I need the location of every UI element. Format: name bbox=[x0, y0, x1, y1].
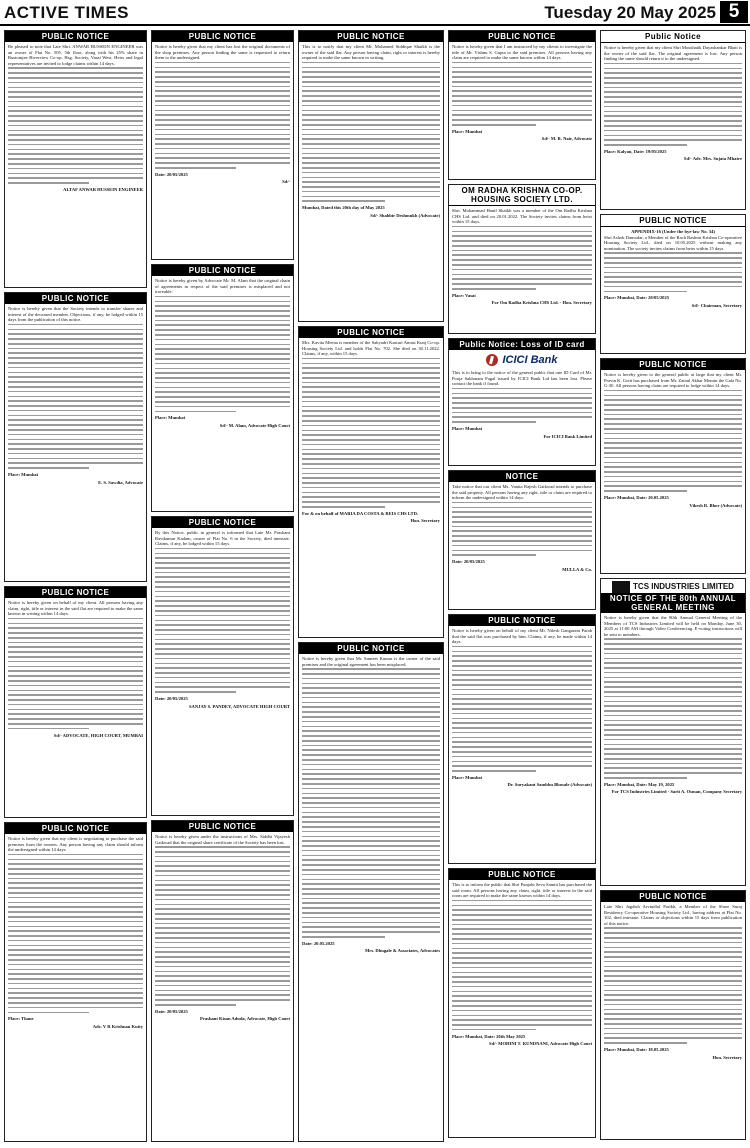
notice-body: Notice is hereby given under the instructions of Mrs. Siddhi Vijayesh Gaikwad that the original share certificate of the Society has been lost. bbox=[155, 834, 290, 845]
notice-heading: PUBLIC NOTICE bbox=[299, 643, 443, 654]
notice-text-lines bbox=[8, 618, 143, 730]
company-header bbox=[604, 581, 742, 593]
notice-place: Date: 20/05/2025 bbox=[155, 171, 188, 177]
notice-body: Notice is hereby given on behalf of my client. All persons having any claim, right, title or interest in the said flat are required to make the same known in writing within 14 days. bbox=[8, 600, 143, 617]
notice-signatory: Prashant Kisan Aduda, Advocate, High Court bbox=[200, 1016, 290, 1022]
notice-place: Place: Thane bbox=[8, 1016, 34, 1022]
notice-subheading: APPENDIX-16 (Under the bye-law No. 34) bbox=[631, 229, 715, 234]
notice-text-lines bbox=[302, 668, 440, 937]
notice-body: Mrs. Kavita Meena is member of the Sahyadri Kasturi Amrut Kunj Co-op. Housing Society Ltd. and holds Flat No. 702. She died on 30.11.2022. Claims, if any, within 15 days. bbox=[302, 340, 440, 357]
notice-text-lines bbox=[155, 548, 290, 693]
notice-place: Place: Mumbai bbox=[8, 472, 38, 477]
notice-body: Notice is hereby given that the Society intends to transfer shares and interest of the deceased member. Objections, if any, be lodged within 15 days from the publication of this notice. bbox=[8, 306, 143, 323]
column-4 bbox=[448, 30, 596, 1144]
notice-place: Place: Kalyan, Date: 19/05/2025 bbox=[604, 148, 667, 154]
notice bbox=[600, 358, 746, 574]
notice bbox=[4, 30, 147, 288]
notice-text-lines bbox=[604, 927, 742, 1043]
notice-body: Notice is hereby given that my client is negotiating to purchase the said premises from the owners. Any person having any claim should inform the undersigned within 14 days. bbox=[8, 836, 143, 853]
notice bbox=[448, 614, 596, 864]
notice bbox=[4, 586, 147, 818]
notice-heading: PUBLIC NOTICE bbox=[5, 31, 146, 42]
notice-heading: PUBLIC NOTICE bbox=[449, 31, 595, 42]
notice-text-lines bbox=[8, 324, 143, 469]
notice-heading: PUBLIC NOTICE bbox=[152, 265, 293, 276]
notice-heading: PUBLIC NOTICE bbox=[152, 821, 293, 832]
tcs-logo-icon bbox=[612, 581, 630, 593]
notice-heading: NOTICE bbox=[449, 471, 595, 482]
notice bbox=[600, 30, 746, 210]
notice-signatory: For ICICI Bank Limited bbox=[543, 433, 592, 439]
notice-body: Shri Ashok Damodar, a Member of the Rach Rashmi Krishna Co-operative Housing Society Ltd., died on 10.05.2025 without making any nomination. The society invites claims from heirs within 15 days. bbox=[604, 234, 742, 251]
notice-heading: NOTICE OF THE 80th ANNUAL GENERAL MEETING bbox=[601, 593, 745, 613]
notice-text-lines bbox=[155, 296, 290, 412]
notice-signatory: ALTAF ANWAR HUSSEIN ENGINEER bbox=[63, 186, 143, 192]
notice-place: Place: Mumbai bbox=[452, 128, 482, 134]
notice-signatory: Mrs. Dhugale & Associates, Advocates bbox=[364, 948, 440, 954]
bank-name: ICICI Bank bbox=[502, 354, 558, 366]
notice-signatory: For Om Radha Krishna CHS Ltd. - Hon. Secretary bbox=[491, 300, 592, 306]
notice bbox=[448, 470, 596, 610]
notice-place: Place: Mumbai bbox=[452, 774, 482, 780]
notice bbox=[600, 214, 746, 354]
notice-signatory: Sd/- Shabbir Deshmukh (Advocate) bbox=[370, 212, 440, 218]
newspaper-title: ACTIVE TIMES bbox=[4, 3, 130, 22]
notice-signatory: SANJAY S. PANDEY, ADVOCATE HIGH COURT bbox=[188, 703, 290, 709]
notice-text-lines bbox=[155, 62, 290, 169]
notice bbox=[4, 822, 147, 1142]
notice-body: This is to notify that my client Mr. Mohamed Siddique Shaikh is the owner of the said flat. Any person having claim, right or interest is hereby required to make the same known in writing. bbox=[302, 44, 440, 61]
notice-signatory: E. S. Sawdia, Advocate bbox=[98, 479, 143, 485]
notice-place: Date: 20/05/2025 bbox=[452, 559, 485, 565]
notice-place: Date: 20/05/2025 bbox=[155, 696, 188, 701]
notice-heading: PUBLIC NOTICE bbox=[449, 869, 595, 880]
issue-date: Tuesday 20 May 2025 bbox=[544, 3, 716, 22]
notice-heading: PUBLIC NOTICE bbox=[601, 891, 745, 902]
notice-heading: PUBLIC NOTICE bbox=[601, 359, 745, 370]
notice-body: Notice is hereby given that my client Shri Moushatik Dayashankar Bhatt is the owner of the said flat. The original agreement is lost. Any person finding the same should return it to the undersigned. bbox=[604, 45, 742, 62]
notice-heading: PUBLIC NOTICE bbox=[299, 327, 443, 338]
notice-body: Late Shri Jagdish Arvindlal Parikh, a Member of the Shree Suraj Residency Co-operative Housing Society Ltd., having address at Flat No. 102, died intestate. Claims or objections within 15 days from publication of this notice. bbox=[604, 904, 742, 926]
company-name: TCS INDUSTRIES LIMITED bbox=[633, 582, 734, 592]
notice-text-lines bbox=[604, 390, 742, 492]
notice-body: This is to inform the public that Shri Punjabi Seva Samiti has purchased the said room. All persons having any claim, right, title or interest in the said room are required to make the same known within 14 days. bbox=[452, 882, 592, 899]
notice-signatory: Vikesh R. Bhor (Advocate) bbox=[689, 502, 742, 508]
column-1 bbox=[4, 30, 147, 1144]
notice-heading: Public Notice bbox=[601, 31, 745, 43]
notice-heading: PUBLIC NOTICE bbox=[5, 823, 146, 834]
notice bbox=[151, 30, 294, 260]
notice-signatory: Hon. Secretary bbox=[410, 518, 440, 524]
notice bbox=[151, 264, 294, 512]
notice bbox=[298, 30, 444, 322]
notice-body: Notice is hereby given that my client has lost the original documents of the shop premises. Any person finding the same is requested to return them to the undersigned. bbox=[155, 44, 290, 61]
notice-place: Place: Vasai bbox=[452, 292, 476, 298]
notice bbox=[151, 516, 294, 816]
notice-place: Place: Mumbai, Date: 18.05.2025 bbox=[604, 1046, 669, 1052]
notice-text-lines bbox=[452, 646, 592, 772]
notice-text-lines bbox=[452, 502, 592, 556]
masthead bbox=[0, 0, 750, 26]
notice-signatory: Sd/- bbox=[282, 179, 290, 185]
notice-text-lines bbox=[302, 358, 440, 508]
column-2 bbox=[151, 30, 294, 1144]
notice-place: Mumbai, Dated this 20th day of May 2025 bbox=[302, 205, 385, 211]
notice-text-lines bbox=[8, 67, 143, 183]
notice-signatory: Sd/- M. Alam, Advocate High Court bbox=[219, 422, 290, 428]
notice-heading: PUBLIC NOTICE bbox=[5, 587, 146, 598]
notice-text-lines bbox=[452, 900, 592, 1031]
notice-place: Date: 20.05.2025 bbox=[302, 940, 335, 946]
notice-body: Notice is hereby given that I am instructed by my clients to investigate the title of Mr. Vishnu S. Gupta to the said premises. All persons having any claim are required to make the same known within 14 days. bbox=[452, 44, 592, 61]
notice-signatory: Adv. V R Krishnan Kutty bbox=[92, 1023, 143, 1029]
notice-body: Be pleased to note that Late Shri. ANWAR HUSSEIN ENGINEER was an owner of Flat No. 505, 5th floor, along with his 25% share in Rustomjee Riverview Co-op. Hsg. Society, Vasai West. Heirs and legal representatives are invited to lodge claims within 14 days. bbox=[8, 44, 143, 66]
notice bbox=[298, 642, 444, 1142]
column-5 bbox=[600, 30, 746, 1144]
notice bbox=[448, 338, 596, 466]
notice-body: Shri. Mohammad Hanif Shaikh was a member of the Om Radha Krishna CHS Ltd. and died on 20.01.2022. The Society invites claims from heirs within 15 days. bbox=[452, 208, 592, 225]
notice-body: This is to bring to the notice of the general public that one ID Card of Mr. Pooja Sakharam Pagal issued by ICICI Bank Ltd has been lost. Please contact the bank if found. bbox=[452, 370, 592, 387]
notice-text-lines bbox=[604, 252, 742, 292]
notice-signatory: Sd/- Chairman, Secretary bbox=[691, 303, 742, 308]
notice bbox=[448, 184, 596, 334]
notice-place: Place: Mumbai, Date: 20/05/2025 bbox=[604, 295, 670, 301]
notice-body: Notice is hereby given on behalf of my client Mr. Nilesh Gangaram Parab that the said flat was purchased by him. Claims, if any, be made within 14 days. bbox=[452, 628, 592, 645]
notice-heading: OM RADHA KRISHNA CO-OP. HOUSING SOCIETY LTD. bbox=[449, 185, 595, 206]
notice bbox=[600, 578, 746, 886]
notice-heading: PUBLIC NOTICE bbox=[601, 215, 745, 227]
notice-place: Date: 20/05/2025 bbox=[155, 1008, 188, 1014]
notice-body: Notice is hereby given that Mr. Sumeet Kumar is the owner of the said premises and the original agreement has been misplaced. bbox=[302, 656, 440, 667]
notice-text-lines bbox=[452, 388, 592, 423]
notice-signatory: Dr. Suryakant Sambhu Bhosale (Advocate) bbox=[507, 782, 592, 788]
notice-text-lines bbox=[155, 846, 290, 1005]
notice bbox=[4, 292, 147, 582]
notice-signatory: MULLA & Co. bbox=[562, 566, 592, 572]
notice-heading: PUBLIC NOTICE bbox=[152, 517, 293, 528]
notice-body: Notice is hereby given to the general public at large that my client Mr. Pravin K. Gotti has purchased from Mr. Zainul Akbar Momin the Gala No. G-30. All persons having claim are required to lodge within 14 days. bbox=[604, 372, 742, 389]
column-3 bbox=[298, 30, 444, 1144]
notice-signatory: Sd/- MOHINI T. KUNDNANI, Advocate High Court bbox=[489, 1041, 592, 1047]
notice bbox=[298, 326, 444, 638]
notice bbox=[151, 820, 294, 1142]
notice-heading: PUBLIC NOTICE bbox=[299, 31, 443, 42]
notice-place: Place: Mumbai, Date: 20th May 2025 bbox=[452, 1033, 526, 1039]
notice-heading: PUBLIC NOTICE bbox=[5, 293, 146, 304]
notice-signatory: For TCS Industries Limited - Sarit A. Osman, Company Secretary bbox=[611, 789, 742, 795]
notice-text-lines bbox=[452, 226, 592, 290]
notice-signatory: Sd/- ADVOCATE, HIGH COURT, MUMBAI bbox=[53, 732, 143, 738]
notice-heading: PUBLIC NOTICE bbox=[449, 615, 595, 626]
icici-logo-icon bbox=[486, 354, 498, 366]
notice-text-lines bbox=[604, 63, 742, 146]
notice-signatory: Hon. Secretary bbox=[712, 1054, 742, 1060]
notice-place: For & on behalf of MARIA DA COSTA & REIS CHS LTD. bbox=[302, 510, 419, 516]
bank-logo bbox=[452, 352, 592, 368]
notice bbox=[600, 890, 746, 1140]
notice-body: Notice is hereby given by Advocate Mr. M. Alam that the original chain of agreements in respect of the said premises is misplaced and not traceable. bbox=[155, 278, 290, 295]
notice-signatory: Sd/- Adv. Mrs. Sujata Mhatre bbox=[683, 156, 742, 162]
notice-signatory: Sd/- M. R. Nair, Advocate bbox=[541, 136, 592, 142]
notice-body: Notice is hereby given that the 80th Annual General Meeting of the Members of TCS Industries Limited will be held on Monday, June 30, 2025 at 11:00 AM through Video Conferencing. E-voting instructions will be sent to members. bbox=[604, 615, 742, 637]
notice-place: Place: Mumbai bbox=[452, 426, 482, 432]
notice-text-lines bbox=[302, 62, 440, 202]
notice-text-lines bbox=[8, 854, 143, 1013]
notice-place: Place: Mumbai, Date: 20.05.2025 bbox=[604, 494, 669, 500]
notice-place: Place: Mumbai, Date: May 19, 2025 bbox=[604, 781, 675, 787]
page-number: 5 bbox=[720, 1, 748, 23]
notice-heading: PUBLIC NOTICE bbox=[152, 31, 293, 42]
notice-text-lines bbox=[452, 62, 592, 126]
notice bbox=[448, 30, 596, 180]
notice-text-lines bbox=[604, 638, 742, 778]
notice bbox=[448, 868, 596, 1138]
notice-place: Place: Mumbai bbox=[155, 415, 185, 421]
notice-body: Take notice that our client Ms. Vanita Rajesh Gaikwad intends to purchase the said property. All persons having any right, title or claim are required to inform the undersigned within 14 days. bbox=[452, 484, 592, 501]
notice-heading: Public Notice: Loss of ID card bbox=[449, 339, 595, 350]
notice-body: By this Notice, public in general is informed that Late Mr. Prashant Ravikumar Kadam, owner of Flat No. 6 in the Society, died intestate. Claims, if any, be lodged within 15 days. bbox=[155, 530, 290, 547]
